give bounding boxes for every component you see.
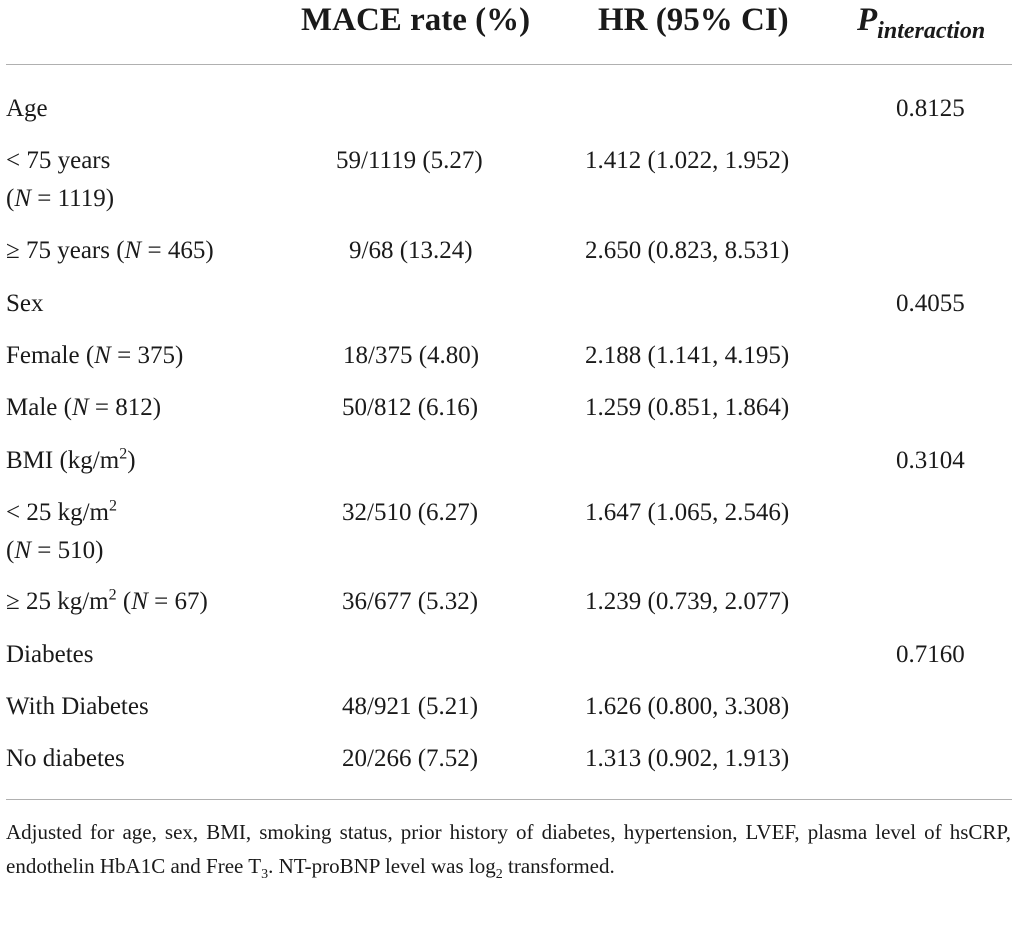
hr-female: 2.188 (1.141, 4.195) <box>585 342 790 369</box>
mace-male: 50/812 (6.16) <box>342 394 479 421</box>
mace-bmi-under-25: 32/510 (6.27) <box>342 499 479 526</box>
label-text: Female ( <box>6 342 95 369</box>
footnote-text: Adjusted for age, sex, BMI, smoking status, prior history of diabetes, hypertension, LVEF, plasma level of hsCRP, endothelin HbA1C and Free T <box>6 820 1011 878</box>
header-divider <box>6 64 1012 65</box>
row-label-sex: Sex <box>6 290 44 317</box>
n-value: = 812) <box>88 394 162 421</box>
row-label-male <box>6 389 161 427</box>
row-label-bmi <box>6 442 136 480</box>
mace-female: 18/375 (4.80) <box>343 342 480 369</box>
header-p-subscript: interaction <box>877 18 986 44</box>
label-text: ≥ 25 kg/m <box>6 588 109 615</box>
header-mace-rate: MACE rate (%) <box>301 2 531 38</box>
n-symbol: N <box>124 237 142 264</box>
n-value: = 67) <box>147 588 208 615</box>
n-value: = 1119) <box>31 185 115 212</box>
n-symbol: N <box>14 185 32 212</box>
row-label-under-75 <box>6 142 114 218</box>
hr-male: 1.259 (0.851, 1.864) <box>585 394 790 421</box>
row-label-no-diabetes: No diabetes <box>6 745 125 772</box>
hr-under-75: 1.412 (1.022, 1.952) <box>585 147 790 174</box>
p-interaction-age: 0.8125 <box>896 95 965 122</box>
row-label-75-plus <box>6 232 214 270</box>
row-label-bmi-under-25-line2 <box>6 532 117 570</box>
row-label-age: Age <box>6 95 48 122</box>
mace-no-diabetes: 20/266 (7.52) <box>342 745 479 772</box>
n-value: = 510) <box>31 537 104 564</box>
label-close: ) <box>127 447 136 474</box>
n-symbol: N <box>71 394 89 421</box>
superscript: 2 <box>109 497 117 515</box>
footnote-text: transformed. <box>502 854 615 878</box>
paren: ( <box>6 185 15 212</box>
p-interaction-bmi: 0.3104 <box>896 447 965 474</box>
paren: ( <box>116 588 132 615</box>
footnote-subscript: 3 <box>261 867 269 883</box>
row-label-under-75-line1: < 75 years <box>6 147 111 174</box>
n-value: = 375) <box>110 342 184 369</box>
header-hazard-ratio: HR (95% CI) <box>598 2 789 38</box>
n-value: = 465) <box>141 237 214 264</box>
mace-with-diabetes: 48/921 (5.21) <box>342 693 479 720</box>
row-label-bmi-25-plus <box>6 583 208 621</box>
row-label-diabetes: Diabetes <box>6 641 94 668</box>
header-p-interaction <box>857 2 986 44</box>
mace-bmi-25-plus: 36/677 (5.32) <box>342 588 479 615</box>
row-label-with-diabetes: With Diabetes <box>6 693 149 720</box>
footnote-subscript: 2 <box>495 867 503 883</box>
row-label-female <box>6 337 183 375</box>
mace-under-75: 59/1119 (5.27) <box>336 147 483 174</box>
label-text: ≥ 75 years ( <box>6 237 125 264</box>
label-text: BMI (kg/m <box>6 447 120 474</box>
p-interaction-diabetes: 0.7160 <box>896 641 965 668</box>
mace-75-plus: 9/68 (13.24) <box>349 237 473 264</box>
n-symbol: N <box>131 588 148 615</box>
row-label-bmi-under-25-line1 <box>6 494 117 532</box>
label-text: Male ( <box>6 394 72 421</box>
header-p-main: P <box>857 2 878 38</box>
p-interaction-sex: 0.4055 <box>896 290 965 317</box>
hr-no-diabetes: 1.313 (0.902, 1.913) <box>585 745 790 772</box>
superscript: 2 <box>119 445 128 463</box>
footer-divider <box>6 799 1012 800</box>
footnote-text: . NT-proBNP level was log <box>268 854 496 878</box>
hr-with-diabetes: 1.626 (0.800, 3.308) <box>585 693 790 720</box>
hr-bmi-25-plus: 1.239 (0.739, 2.077) <box>585 588 790 615</box>
table-footnote <box>6 815 1011 883</box>
n-symbol: N <box>14 537 32 564</box>
hr-bmi-under-25: 1.647 (1.065, 2.546) <box>585 499 790 526</box>
label-text: < 25 kg/m <box>6 499 109 526</box>
superscript: 2 <box>108 586 117 604</box>
row-label-bmi-under-25 <box>6 494 117 570</box>
n-symbol: N <box>94 342 111 369</box>
paren: ( <box>6 537 15 564</box>
row-label-under-75-line2 <box>6 180 114 218</box>
hr-75-plus: 2.650 (0.823, 8.531) <box>585 237 790 264</box>
